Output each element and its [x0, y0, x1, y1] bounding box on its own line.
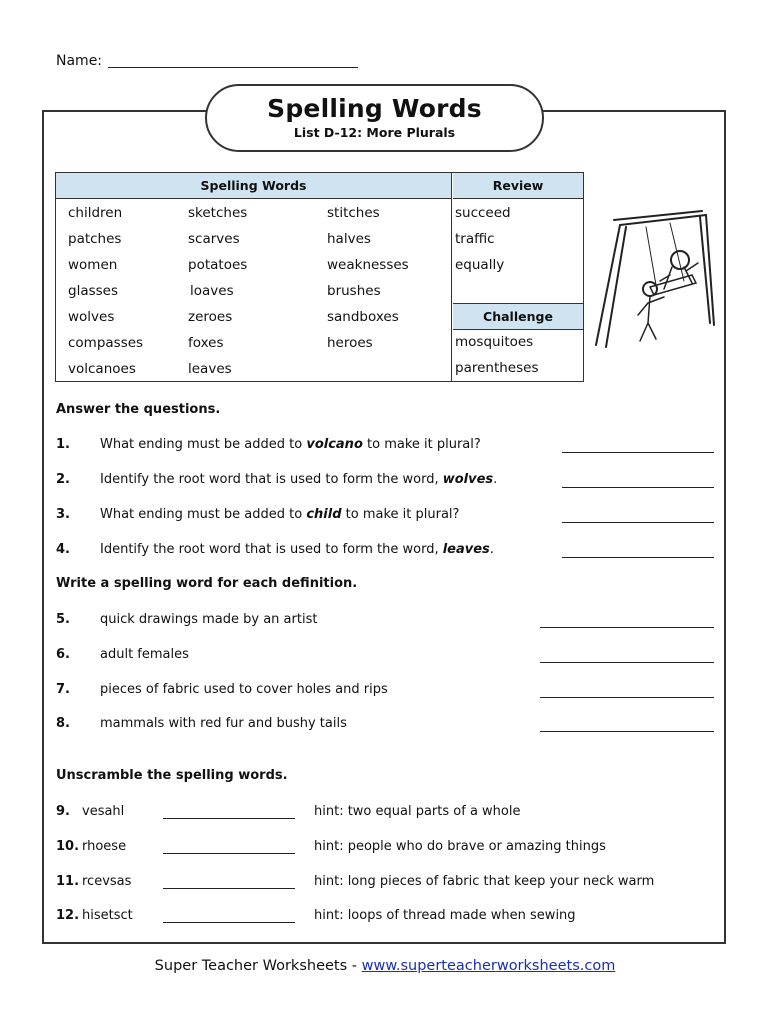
list-item: mosquitoes — [455, 334, 534, 350]
question-number: 8. — [56, 716, 70, 731]
question-text: What ending must be added to volcano to make it plural? — [100, 437, 481, 452]
list-item: foxes — [188, 335, 224, 351]
name-field[interactable] — [108, 67, 358, 68]
word-column-1 — [68, 200, 183, 382]
list-item: potatoes — [188, 257, 248, 273]
answer-line[interactable] — [163, 818, 295, 819]
footer — [0, 958, 770, 974]
list-item: sketches — [188, 205, 248, 221]
question-text: adult females — [100, 647, 189, 662]
answer-line[interactable] — [562, 452, 714, 453]
list-item: children — [68, 205, 123, 221]
question-number: 5. — [56, 612, 70, 627]
question-text: quick drawings made by an artist — [100, 612, 318, 627]
question-text: What ending must be added to child to make it plural? — [100, 507, 460, 522]
answer-line[interactable] — [562, 487, 714, 488]
question-number: 1. — [56, 437, 70, 452]
question-number: 6. — [56, 647, 70, 662]
list-item: glasses — [68, 283, 118, 299]
scrambled-word: vesahl — [82, 804, 125, 819]
list-item: sandboxes — [327, 309, 399, 325]
list-item: brushes — [327, 283, 381, 299]
list-item: scarves — [188, 231, 240, 247]
page-title: Spelling Words — [267, 94, 482, 123]
question-number: 11. — [56, 874, 80, 889]
word-table — [55, 172, 584, 382]
question-number: 3. — [56, 507, 70, 522]
scrambled-word: rcevsas — [82, 874, 132, 889]
list-item: equally — [455, 257, 505, 273]
list-item: parentheses — [455, 360, 539, 376]
footer-text: Super Teacher Worksheets - — [154, 958, 362, 974]
question-number: 4. — [56, 542, 70, 557]
word-column-2 — [188, 200, 318, 382]
answer-line[interactable] — [163, 853, 295, 854]
page-subtitle: List D-12: More Plurals — [293, 125, 456, 140]
scrambled-word: rhoese — [82, 839, 127, 854]
hint-text: hint: two equal parts of a whole — [314, 804, 521, 819]
question-number: 9. — [56, 804, 70, 819]
list-item: leaves — [188, 361, 232, 377]
footer-link[interactable]: www.superteacherworksheets.com — [361, 958, 616, 974]
section-heading: Write a spelling word for each definition. — [56, 576, 358, 591]
list-item: patches — [68, 231, 122, 247]
list-item: loaves — [190, 283, 234, 299]
list-item: compasses — [68, 335, 144, 351]
spelling-words-header: Spelling Words — [56, 173, 452, 199]
question-number: 10. — [56, 839, 80, 854]
answer-line[interactable] — [540, 697, 714, 698]
answer-line[interactable] — [163, 888, 295, 889]
question-text: Identify the root word that is used to form the word, leaves. — [100, 542, 494, 557]
list-item: stitches — [327, 205, 380, 221]
question-text: pieces of fabric used to cover holes and rips — [100, 682, 388, 697]
challenge-header: Challenge — [453, 303, 583, 330]
list-item: succeed — [455, 205, 511, 221]
word-column-3 — [327, 200, 447, 356]
list-item: weaknesses — [327, 257, 409, 273]
list-item: wolves — [68, 309, 115, 325]
list-item: zeroes — [188, 309, 233, 325]
section-heading: Answer the questions. — [56, 402, 221, 417]
answer-line[interactable] — [562, 522, 714, 523]
question-text: mammals with red fur and bushy tails — [100, 716, 347, 731]
question-number: 12. — [56, 908, 80, 923]
list-item: traffic — [455, 231, 495, 247]
review-header: Review — [453, 173, 583, 199]
answer-line[interactable] — [540, 627, 714, 628]
name-label: Name: — [56, 53, 103, 69]
question-number: 2. — [56, 472, 70, 487]
question-text: Identify the root word that is used to form the word, wolves. — [100, 472, 498, 487]
hint-text: hint: loops of thread made when sewing — [314, 908, 576, 923]
list-item: heroes — [327, 335, 373, 351]
hint-text: hint: long pieces of fabric that keep your neck warm — [314, 874, 655, 889]
answer-line[interactable] — [540, 731, 714, 732]
section-heading: Unscramble the spelling words. — [56, 768, 288, 783]
answer-line[interactable] — [163, 922, 295, 923]
scrambled-word: hisetsct — [82, 908, 133, 923]
table-divider — [451, 173, 452, 381]
list-item: volcanoes — [68, 361, 136, 377]
review-column — [455, 200, 581, 278]
answer-line[interactable] — [562, 557, 714, 558]
title-banner — [205, 84, 544, 152]
hint-text: hint: people who do brave or amazing things — [314, 839, 606, 854]
question-number: 7. — [56, 682, 70, 697]
answer-line[interactable] — [540, 662, 714, 663]
list-item: halves — [327, 231, 371, 247]
challenge-column — [455, 329, 581, 381]
list-item: women — [68, 257, 118, 273]
swing-set-illustration — [588, 205, 718, 365]
